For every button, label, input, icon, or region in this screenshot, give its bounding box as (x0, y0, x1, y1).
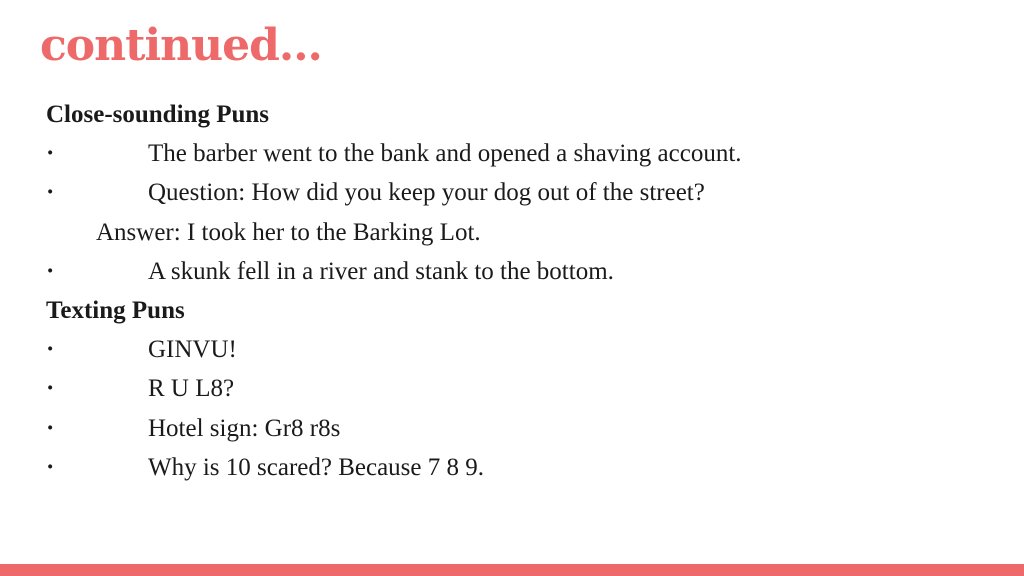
list-item-text: GINVU! (148, 336, 237, 364)
list-item (46, 134, 1006, 173)
slide-title: continued... (40, 20, 322, 71)
bullet-marker: · (46, 179, 55, 207)
list-item (46, 330, 1006, 369)
bullet-marker: · (46, 453, 55, 481)
list-item-text: A skunk fell in a river and stank to the bottom. (148, 257, 614, 285)
list-item-text: Why is 10 scared? Because 7 8 9. (148, 453, 484, 481)
bullet-marker: · (46, 336, 55, 364)
list-item-text: Hotel sign: Gr8 r8s (148, 414, 341, 442)
list-item (46, 173, 1006, 212)
list-item (46, 252, 1006, 291)
list-item-text: The barber went to the bank and opened a shaving account. (148, 140, 742, 168)
list-item (46, 448, 1006, 487)
bullet-marker: · (46, 414, 55, 442)
footer-accent-bar (0, 564, 1024, 576)
list-item (46, 409, 1006, 448)
list-item-continuation: Answer: I took her to the Barking Lot. (96, 218, 481, 246)
list-item (46, 369, 1006, 408)
section-heading-texting: Texting Puns (46, 296, 185, 324)
list-item-text: R U L8? (148, 375, 235, 403)
bullet-marker: · (46, 375, 55, 403)
list-item-text: Question: How did you keep your dog out of the street? (148, 179, 705, 207)
slide-body (46, 95, 1006, 487)
bullet-marker: · (46, 140, 55, 168)
section-heading-close-sounding: Close-sounding Puns (46, 101, 269, 128)
bullet-marker: · (46, 257, 55, 285)
